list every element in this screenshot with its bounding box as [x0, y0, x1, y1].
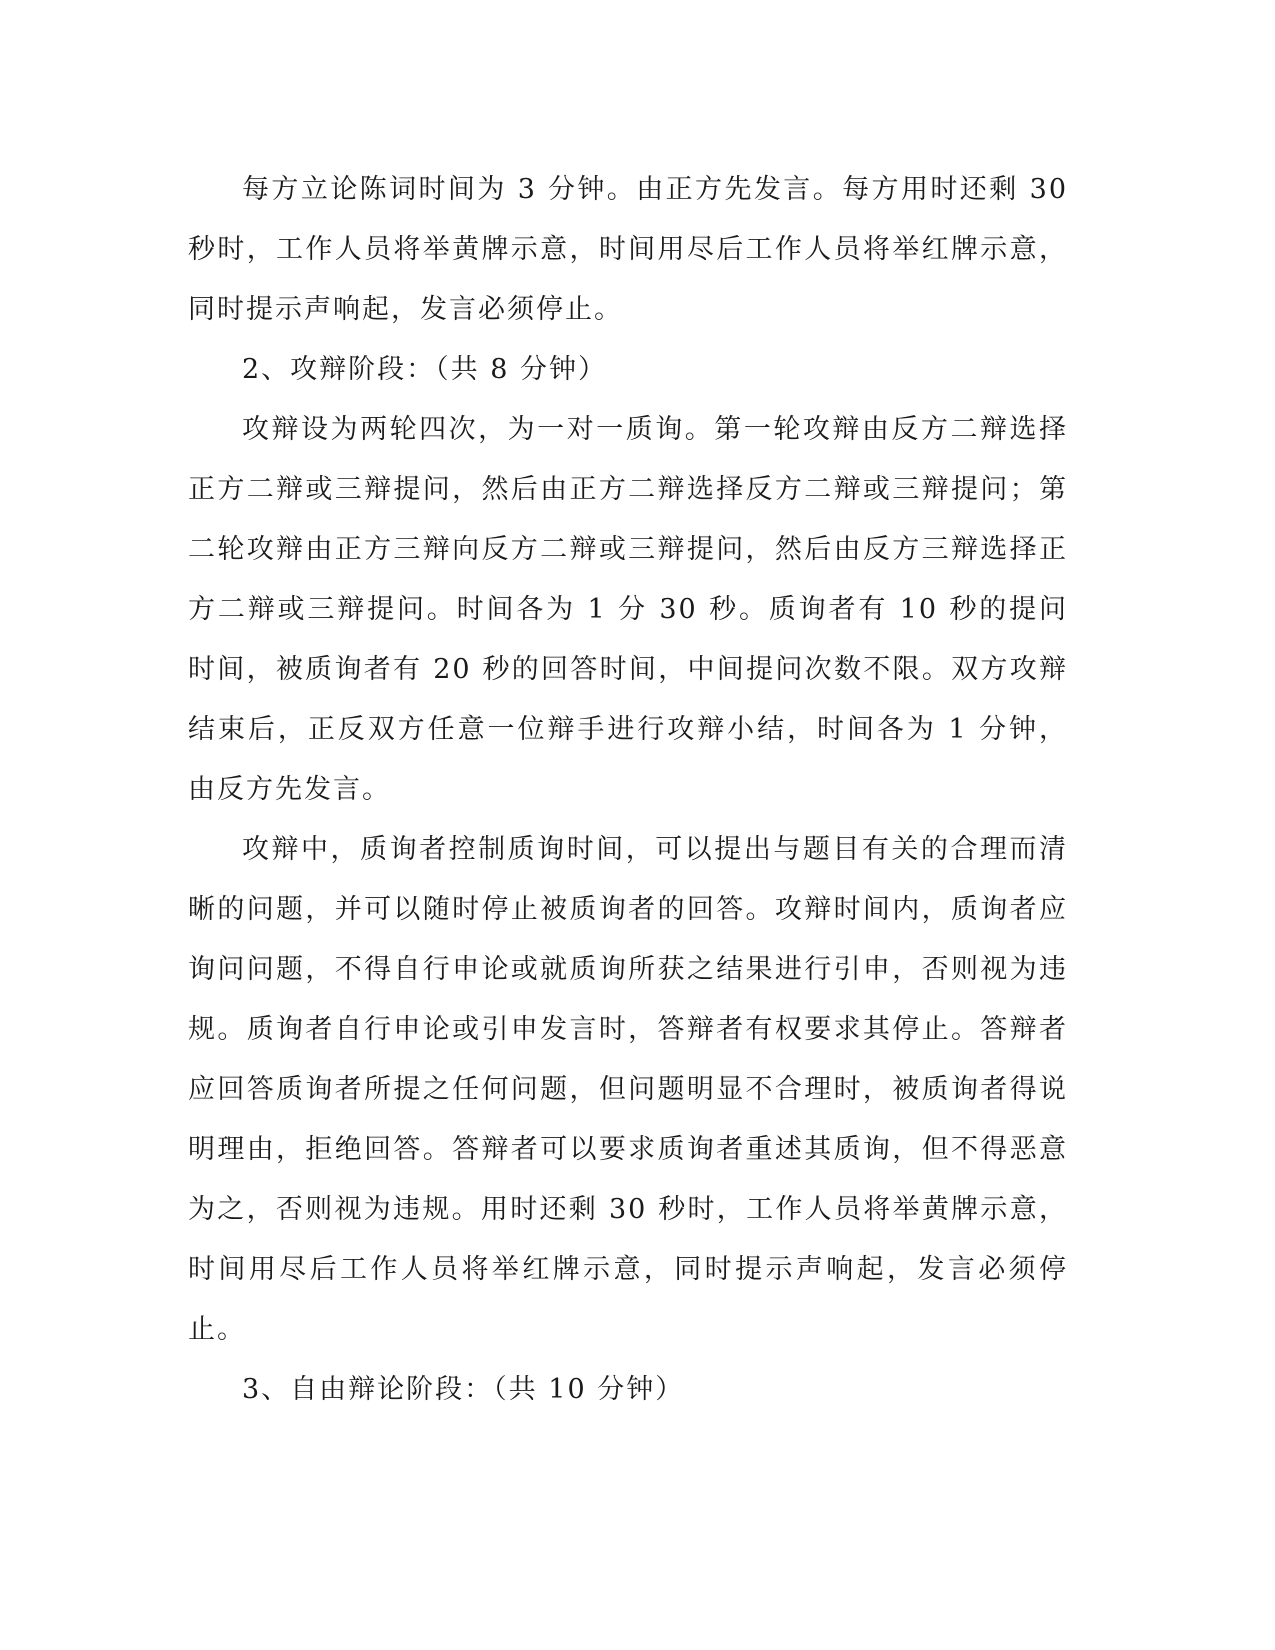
paragraph-opening-statement-rules: 每方立论陈词时间为 3 分钟。由正方先发言。每方用时还剩 30 秒时，工作人员将举黄牌示意，时间用尽后工作人员将举红牌示意，同时提示声响起，发言必须停止。: [188, 174, 1068, 325]
paragraph-cross-examination-format: 攻辩设为两轮四次，为一对一质询。第一轮攻辩由反方二辩选择正方二辩或三辩提问，然后由正方二辩选择反方二辩或三辩提问；第二轮攻辩由正方三辩向反方二辩或三辩提问，然后由反方三辩选择正方二辩或三辩提问。时间各为 1 分 30 秒。质询者有 10 秒的提问时间，被质询者有 20 秒的回答时间，中间提问次数不限。双方攻辩结束后，正反双方任意一位辩手进行攻辩小结，时间各为 1 分钟，由反方先发言。: [188, 414, 1068, 805]
section-heading-cross-examination: 2、攻辩阶段：（共 8 分钟）: [242, 354, 608, 385]
document-body: [188, 160, 1068, 1420]
paragraph-cross-examination-rules: 攻辩中，质询者控制质询时间，可以提出与题目有关的合理而清晰的问题，并可以随时停止被质询者的回答。攻辩时间内，质询者应询问问题，不得自行申论或就质询所获之结果进行引申，否则视为违规。质询者自行申论或引申发言时，答辩者有权要求其停止。答辩者应回答质询者所提之任何问题，但问题明显不合理时，被质询者得说明理由，拒绝回答。答辩者可以要求质询者重述其质询，但不得恶意为之，否则视为违规。用时还剩 30 秒时，工作人员将举黄牌示意，时间用尽后工作人员将举红牌示意，同时提示声响起，发言必须停止。: [188, 834, 1068, 1345]
section-heading-free-debate: 3、自由辩论阶段：（共 10 分钟）: [242, 1374, 685, 1405]
